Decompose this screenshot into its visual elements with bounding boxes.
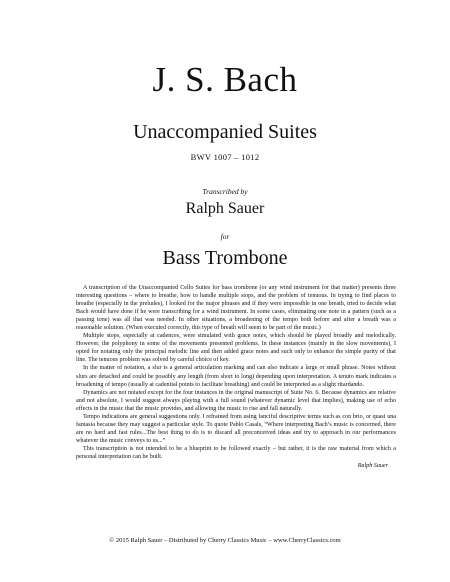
intro-paragraph: A transcription of the Unaccompanied Cello Suites for bass trombone (or any wind instrument for that matter) presents three interesting questions – where to breathe, how to handle multiple stops, and the problem of tenuous. In trying to find places to breathe (especially in the preludes), I looked for the major phrases and if they were impossible in one breath, tried to decide what Bach would have done if he were transcribing for a wind instrument. In some cases, eliminating one note in a pattern (such as a passing tone) was all that was needed. In other situations, a broadening of the tempo both before and after a breath was a reasonable solution. (When executed correctly, this type of breath will seem to be part of the music.)	[76, 285, 396, 332]
signature: Ralph Sauer	[357, 463, 388, 470]
intro-paragraph: In the matter of notation, a slur is a general articulation marking and can also indicate a large or small phrase. Notes without slurs are detached and could be possibly any length (from short to long) depending upon interpretation. A tenuto mark indicates a broadening of tempo (usually at cadential points to facilitate breathing) and could be interpreted as a slight ritardando.	[76, 365, 396, 388]
copyright-footer: © 2015 Ralph Sauer – Distributed by Cherry Classics Music – www.CherryClassics.com	[109, 537, 341, 544]
introduction-text	[76, 284, 396, 470]
instrument-name: Bass Trombone	[162, 247, 288, 269]
intro-paragraph: This transcription is not intended to be a blueprint to be followed exactly – but rather, it is the raw material from which a personal interpretation can be built.	[76, 445, 396, 460]
intro-paragraph: Multiple stops, especially at cadences, were simulated with grace notes, which should be played broadly and melodically. However, the polyphony in some of the movements presented problems. In these instances (mainly in the slow movements), I opted for notating only the principal melodic line and then added grace notes and such only to enhance the simple purity of that line. The tenuous problem was solved by careful choice of key.	[76, 333, 396, 364]
intro-paragraph: Tempo indications are general suggestions only. I refrained from using fanciful descriptive terms such as con brio, or quasi una fantasia because they may suggest a particular style. To quote Pablo Casals, “Where interpreting Bach’s music is concerned, there are no hard and fast rules...The best thing to do is to discard all preconceived ideas and try to approach in our performances whatever the music conveys to us...”	[76, 413, 396, 444]
composer-name: J. S. Bach	[152, 60, 298, 99]
transcribed-by-label: Transcribed by	[202, 187, 248, 196]
work-title: Unaccompanied Suites	[133, 121, 317, 143]
catalog-number: BWV 1007 – 1012	[190, 152, 260, 162]
transcriber-name: Ralph Sauer	[185, 200, 265, 217]
intro-paragraph: Dynamics are not notated except for the four instances in the original manuscript of Suite No. 6. Because dynamics are relative and not absolute, I would suggest always playing with a full sound (whatever dynamic level that implies), making use of echo effects in the music that the music provides, and allowing the music to rise and fall naturally.	[76, 389, 396, 412]
for-label: for	[220, 232, 230, 241]
